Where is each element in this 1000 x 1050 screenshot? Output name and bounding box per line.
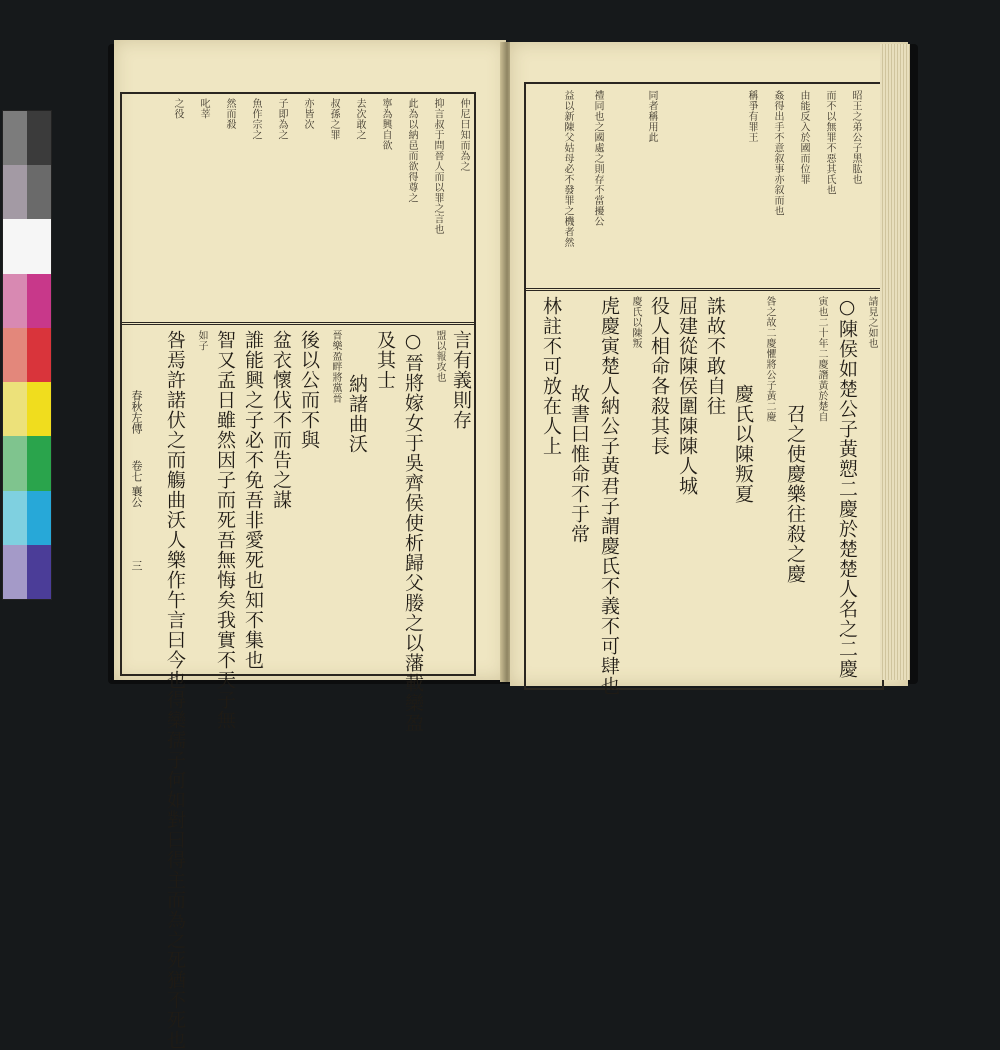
left-note-col: 子即為之 bbox=[276, 98, 287, 140]
right-note-col: 稱爭有罪王 bbox=[746, 90, 757, 143]
right-note-col: 而不以無罪不惡其氏也 bbox=[824, 90, 835, 195]
left-text-col: ○晉將嫁女于吳齊侯使析歸父媵之以藩載欒盈 bbox=[402, 330, 424, 733]
left-note-col: 叔孫之罪 bbox=[328, 98, 339, 140]
calibration-patch bbox=[27, 328, 51, 382]
right-text-col: 慶氏以陳叛夏 bbox=[732, 384, 754, 504]
right-text-col: ○陳侯如楚公子黃愬二慶於楚楚人名之二慶 bbox=[836, 296, 858, 679]
right-note-col: 禮同也之國處之則存不當擾公 bbox=[592, 90, 603, 227]
right-text-col: 慶氏以陳叛 bbox=[630, 296, 641, 349]
left-text-col: 後以公而不與 bbox=[298, 330, 320, 450]
left-note-col: 叱莘 bbox=[198, 98, 209, 119]
left-text-col: 盆衣懷伐不而告之謀 bbox=[270, 330, 292, 510]
right-note-col: 昭王之弟公子黑肱也 bbox=[850, 90, 861, 185]
calibration-patch bbox=[3, 328, 27, 382]
calibration-patch bbox=[27, 111, 51, 165]
right-note-col: 由能反入於國而位罪 bbox=[798, 90, 809, 185]
left-text-col: 晉樂盈畔將黨晉 bbox=[330, 330, 341, 404]
calibration-patch bbox=[3, 491, 27, 545]
calibration-patch bbox=[3, 165, 27, 219]
right-note-col: 姦得出手不意叙事亦叙而也 bbox=[772, 90, 783, 216]
calibration-patch bbox=[27, 219, 51, 273]
left-note-col: 亦皆次 bbox=[302, 98, 313, 130]
left-note-col: 此為以納邑而欲得尊之 bbox=[406, 98, 417, 203]
right-text-col: 寅也二十年二慶譖黃於楚自 bbox=[816, 296, 827, 422]
right-text-col: 請見之如也 bbox=[866, 296, 877, 349]
right-text-col: 虎慶寅楚人納公子黃君子謂慶氏不義不可肆也 bbox=[598, 296, 620, 696]
page-edges bbox=[880, 44, 910, 680]
calibration-patch bbox=[27, 382, 51, 436]
right-page bbox=[510, 42, 908, 696]
calibration-patch bbox=[27, 436, 51, 490]
right-text-col: 林註不可放在人上 bbox=[540, 296, 562, 456]
left-note-col: 仲尼曰知而為之 bbox=[458, 98, 469, 172]
calibration-patch bbox=[3, 436, 27, 490]
left-text-col: 言有義則存 bbox=[450, 330, 472, 430]
left-volume-label: 卷七 襄公 bbox=[130, 460, 143, 508]
right-text-col: 召之使慶樂往殺之慶 bbox=[784, 404, 806, 584]
calibration-patch bbox=[27, 274, 51, 328]
left-note-col: 抑言叔于問晉人而以罪之言也 bbox=[432, 98, 443, 235]
calibration-patch bbox=[3, 382, 27, 436]
right-text-col: 誅故不敢自往 bbox=[704, 296, 726, 416]
left-page-divider bbox=[122, 322, 474, 325]
right-page-divider bbox=[526, 288, 882, 291]
calibration-patch bbox=[27, 165, 51, 219]
calibration-patch bbox=[27, 491, 51, 545]
left-page-number: 三 bbox=[130, 560, 143, 571]
color-calibration-strip bbox=[2, 110, 52, 600]
right-note-col: 益以新陳父姑母必不發罪之機者然 bbox=[562, 90, 573, 248]
left-note-col: 之役 bbox=[172, 98, 183, 119]
calibration-patch bbox=[27, 545, 51, 599]
left-text-col: 如子 bbox=[196, 330, 207, 351]
right-text-col: 屈建從陳侯圍陳陳人城 bbox=[676, 296, 698, 496]
left-page-frame bbox=[120, 92, 476, 1050]
right-page-frame bbox=[524, 82, 884, 696]
left-page bbox=[114, 40, 506, 1050]
right-text-col: 役人相命各殺其長 bbox=[648, 296, 670, 456]
left-text-col: 盟以報攻也 bbox=[434, 330, 445, 383]
left-note-col: 然而殺 bbox=[224, 98, 235, 130]
left-text-col: 智又孟日雖然因子而死吾無悔矣我實不天子無 bbox=[214, 330, 236, 730]
left-text-col: 及其士 bbox=[374, 330, 396, 390]
left-text-col: 納諸曲沃 bbox=[346, 374, 368, 454]
right-text-col: 咎之故二慶懼將公子黃二慶 bbox=[764, 296, 775, 422]
right-text-col: 故書曰惟命不于常 bbox=[568, 384, 590, 544]
left-text-col: 咎焉許諾伏之而觴曲沃人樂作午言曰今也得欒孺子何如對曰得主而為之死猶不死也 bbox=[164, 330, 186, 1050]
left-text-col: 誰能興之子必不免吾非愛死也知不集也 bbox=[242, 330, 264, 670]
calibration-patch bbox=[3, 274, 27, 328]
left-note-col: 寧為興自欲 bbox=[380, 98, 391, 151]
left-margin-label: 春秋左傳 bbox=[130, 390, 143, 434]
calibration-patch bbox=[3, 545, 27, 599]
calibration-patch bbox=[3, 111, 27, 165]
calibration-patch bbox=[3, 219, 27, 273]
left-note-col: 去次敢之 bbox=[354, 98, 365, 140]
left-note-col: 魚作宗之 bbox=[250, 98, 261, 140]
right-note-col: 同者稱用此 bbox=[646, 90, 657, 143]
